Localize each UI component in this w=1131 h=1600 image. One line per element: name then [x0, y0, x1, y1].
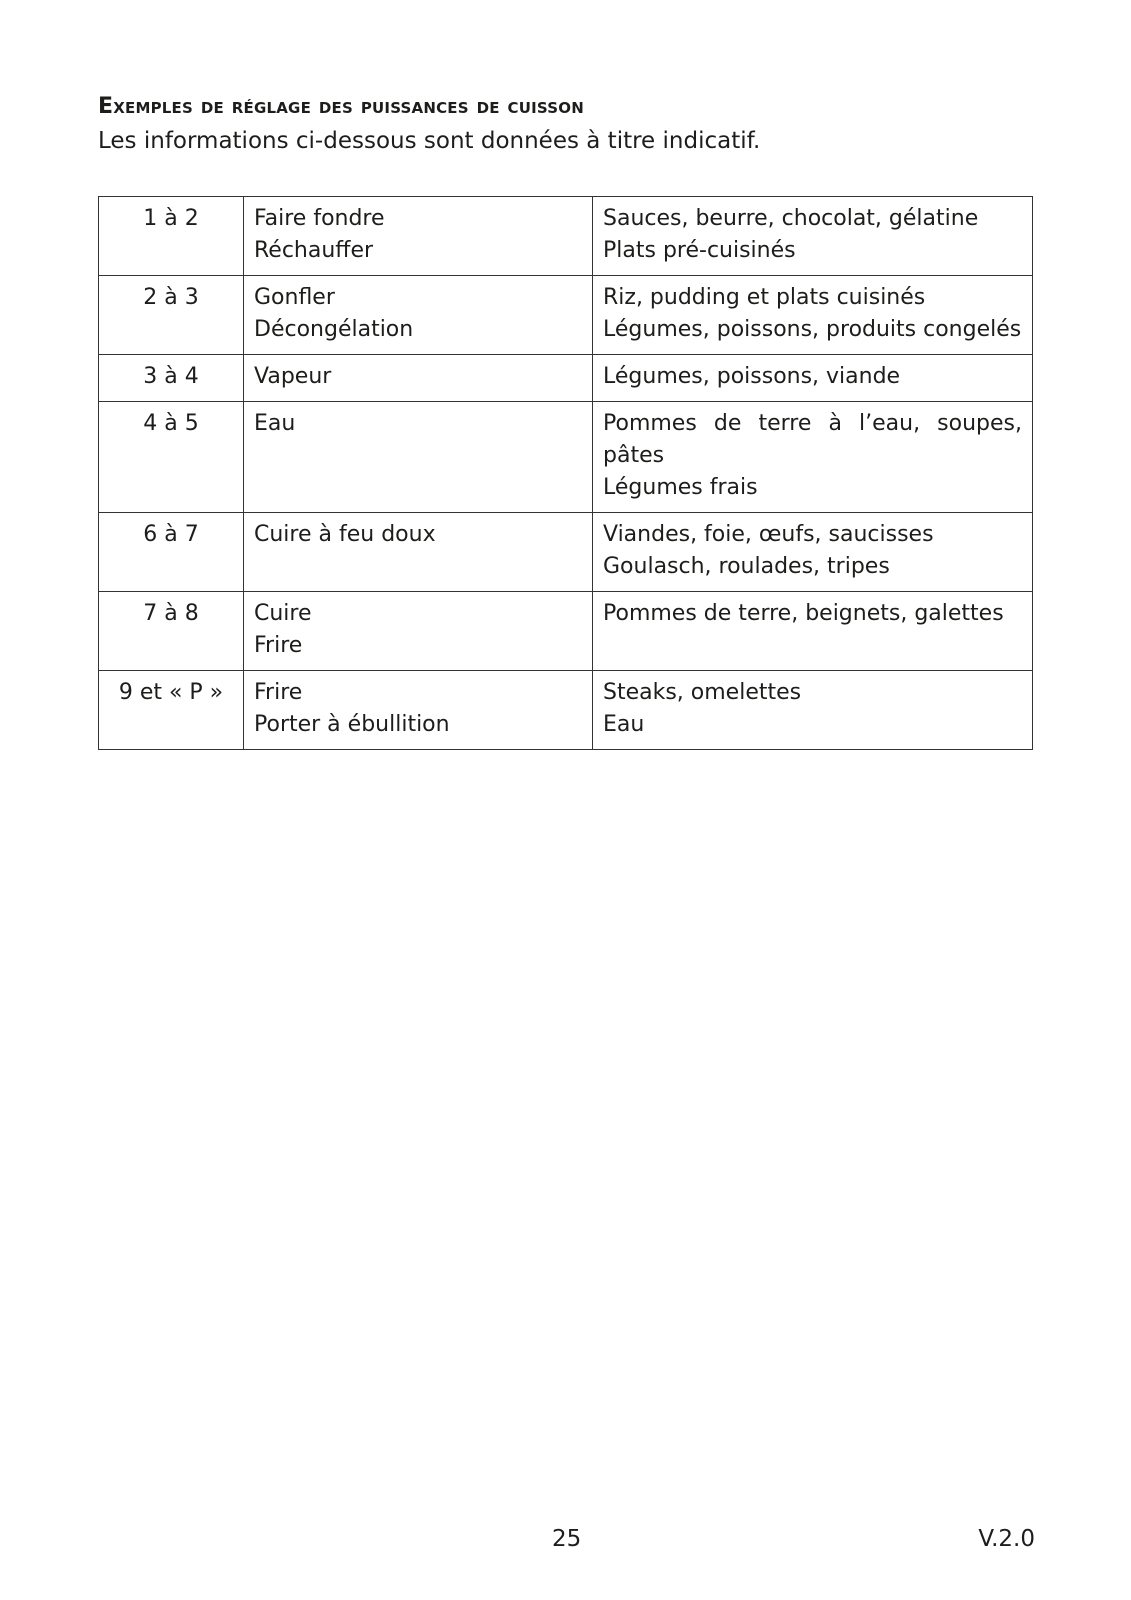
power-level-cell	[99, 355, 244, 402]
power-level: 2 à 3	[143, 285, 199, 310]
food-example: Plats pré-cuisinés	[603, 238, 796, 263]
food-example: Goulasch, roulades, tripes	[603, 554, 890, 579]
cooking-action: Gonfler	[254, 285, 335, 310]
power-level: 9 et « P »	[118, 680, 224, 705]
cooking-action: Vapeur	[254, 364, 332, 389]
food-example: Légumes, poissons, produits congelés	[603, 317, 1022, 342]
food-example: Pommes de terre à l’eau, soupes, pâtes	[603, 411, 1022, 468]
cooking-action-cell	[244, 355, 593, 402]
food-example: Sauces, beurre, chocolat, gélatine	[603, 206, 979, 231]
cooking-action: Décongélation	[254, 317, 414, 342]
cooking-action: Frire	[254, 633, 303, 658]
food-examples-cell	[593, 355, 1033, 402]
power-level-cell	[99, 592, 244, 671]
power-level: 1 à 2	[143, 206, 199, 231]
cooking-action-cell	[244, 671, 593, 750]
cooking-action: Cuire à feu doux	[254, 522, 436, 547]
food-example: Légumes, poissons, viande	[603, 364, 901, 389]
table-row	[99, 671, 1033, 750]
food-example: Viandes, foie, œufs, saucisses	[603, 522, 934, 547]
table-row	[99, 276, 1033, 355]
version-label: V.2.0	[978, 1526, 1035, 1552]
power-level: 7 à 8	[143, 601, 199, 626]
food-examples-cell	[593, 513, 1033, 592]
power-level-cell	[99, 513, 244, 592]
cooking-action: Réchauffer	[254, 238, 374, 263]
food-examples-cell	[593, 671, 1033, 750]
table-row	[99, 402, 1033, 513]
cooking-action-cell	[244, 276, 593, 355]
cooking-action-cell	[244, 197, 593, 276]
cooking-action-cell	[244, 592, 593, 671]
food-examples-cell	[593, 276, 1033, 355]
cooking-action-cell	[244, 402, 593, 513]
power-level: 4 à 5	[143, 411, 199, 436]
food-examples-cell	[593, 592, 1033, 671]
food-examples-cell	[593, 197, 1033, 276]
table-row	[99, 355, 1033, 402]
section-heading: Exemples de réglage des puissances de cuisson	[98, 94, 584, 119]
food-examples-cell	[593, 402, 1033, 513]
section-subtitle: Les informations ci-dessous sont données à titre indicatif.	[98, 128, 761, 154]
food-example: Légumes frais	[603, 475, 758, 500]
table-row	[99, 197, 1033, 276]
table-row	[99, 592, 1033, 671]
cooking-action: Faire fondre	[254, 206, 385, 231]
power-level-cell	[99, 402, 244, 513]
power-level-cell	[99, 197, 244, 276]
cooking-power-table	[98, 196, 1033, 750]
cooking-action: Porter à ébullition	[254, 712, 450, 737]
table-row	[99, 513, 1033, 592]
food-example: Steaks, omelettes	[603, 680, 802, 705]
power-level-cell	[99, 276, 244, 355]
cooking-action: Frire	[254, 680, 303, 705]
power-level-cell	[99, 671, 244, 750]
food-example: Pommes de terre, beignets, galettes	[603, 601, 1004, 626]
food-example: Eau	[603, 712, 645, 737]
cooking-action: Eau	[254, 411, 296, 436]
page-number: 25	[552, 1526, 582, 1552]
cooking-action-cell	[244, 513, 593, 592]
cooking-action: Cuire	[254, 601, 312, 626]
power-level: 6 à 7	[143, 522, 199, 547]
power-level: 3 à 4	[143, 364, 199, 389]
food-example: Riz, pudding et plats cuisinés	[603, 285, 926, 310]
